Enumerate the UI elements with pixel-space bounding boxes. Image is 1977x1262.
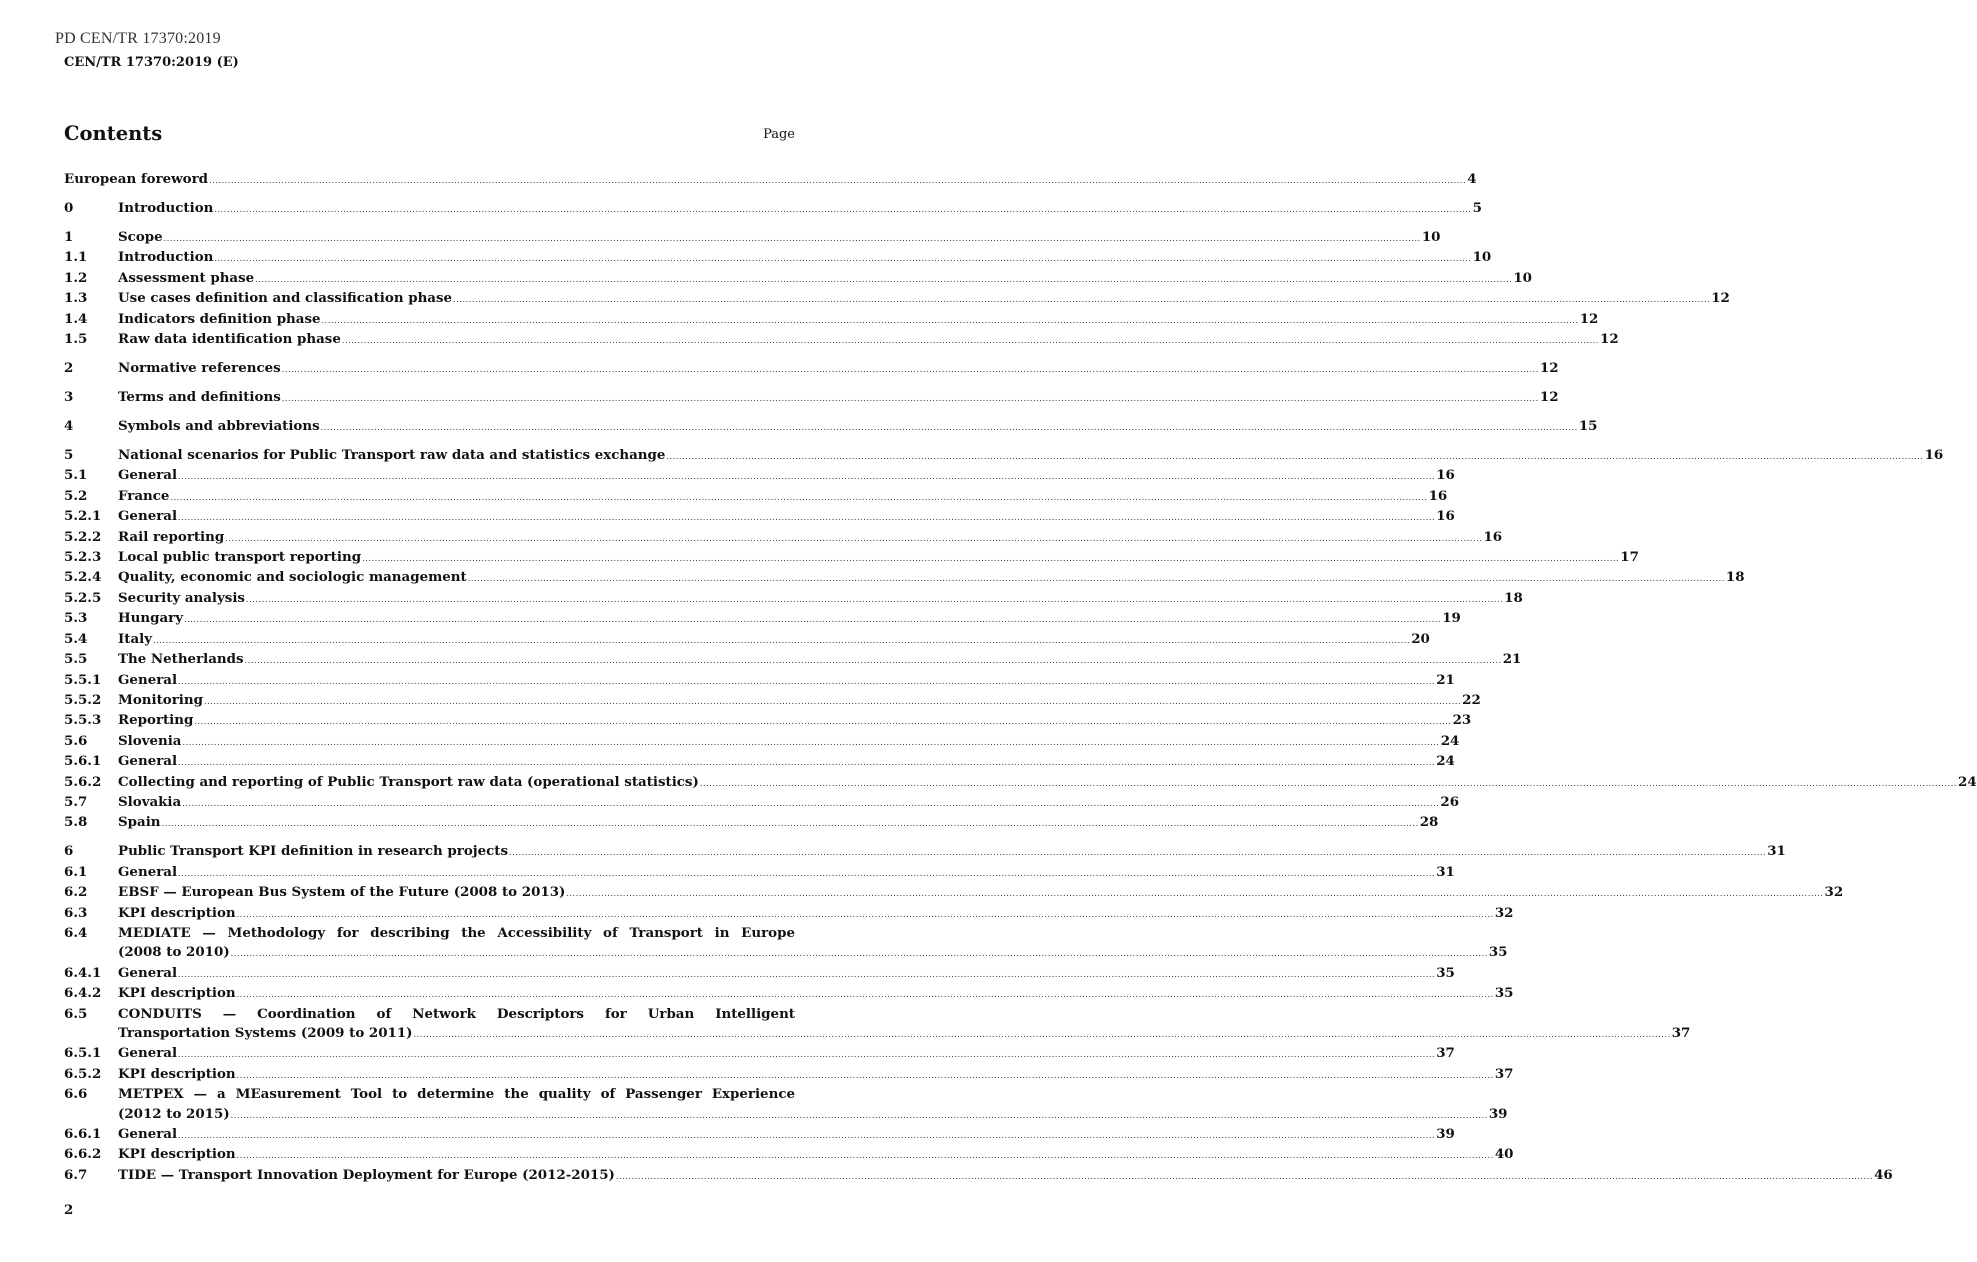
toc-entry[interactable] <box>64 359 1559 379</box>
toc-entry-page: 37 <box>1494 1065 1514 1082</box>
toc-entry-title: Reporting <box>118 712 194 729</box>
toc-entry-page: 16 <box>1436 508 1455 525</box>
toc-entry-page: 16 <box>1924 447 1944 464</box>
dot-leader: ................................................................................................................................................................................................................................................................................................................................................................................................................ <box>178 472 1436 482</box>
toc-entry-title: KPI description <box>118 1146 236 1163</box>
toc-entry-title: Assessment phase <box>118 269 255 286</box>
toc-entry-number: 5.7 <box>64 793 88 810</box>
toc-entry-page: 12 <box>1579 310 1599 327</box>
toc-entry-page: 31 <box>1436 863 1455 880</box>
toc-entry-title: General <box>118 964 178 981</box>
dot-leader: ................................................................................................................................................................................................................................................................................................................................................................................................................ <box>281 365 1539 375</box>
toc-entry-title: (2012 to 2015) <box>118 1105 230 1122</box>
toc-entry-title: National scenarios for Public Transport raw data and statistics exchange <box>118 447 666 464</box>
toc-entry-title: European foreword <box>64 171 209 187</box>
toc-entry[interactable] <box>64 984 1514 1004</box>
toc-entry-title: Transportation Systems (2009 to 2011) <box>118 1025 413 1041</box>
dot-leader: ................................................................................................................................................................................................................................................................................................................................................................................................................ <box>178 969 1436 979</box>
toc-entry[interactable] <box>64 964 1455 984</box>
toc-entry-page: 10 <box>1421 229 1441 245</box>
toc-entry-number: 1.5 <box>64 331 88 348</box>
dot-leader: ................................................................................................................................................................................................................................................................................................................................................................................................................ <box>245 594 1504 604</box>
toc-entry[interactable] <box>64 228 1441 248</box>
toc-entry[interactable] <box>64 924 1508 964</box>
toc-entry-title: Scope <box>118 229 163 245</box>
toc-entry[interactable] <box>64 1005 1691 1045</box>
toc-entry[interactable] <box>64 1125 1455 1145</box>
toc-entry[interactable] <box>64 170 1477 190</box>
toc-entry-title: General <box>118 863 178 880</box>
toc-entry-page: 16 <box>1483 528 1503 545</box>
toc-entry-title: Italy <box>118 630 152 647</box>
toc-entry[interactable] <box>64 528 1503 548</box>
toc-entry-page: 35 <box>1488 944 1508 961</box>
dot-leader: ................................................................................................................................................................................................................................................................................................................................................................................................................ <box>236 1070 1494 1080</box>
toc-entry[interactable] <box>64 1065 1514 1085</box>
dot-leader: ................................................................................................................................................................................................................................................................................................................................................................................................................ <box>236 990 1494 1000</box>
toc-entry-title: Rail reporting <box>118 528 225 545</box>
dot-leader: ................................................................................................................................................................................................................................................................................................................................................................................................................ <box>182 737 1440 747</box>
toc-entry-page: 31 <box>1767 843 1786 860</box>
toc-entry-number: 5.5.3 <box>64 712 102 729</box>
toc-entry-title: The Netherlands <box>118 651 244 668</box>
dot-leader: ................................................................................................................................................................................................................................................................................................................................................................................................................ <box>453 295 1711 305</box>
toc-entry[interactable] <box>64 199 1482 219</box>
toc-entry[interactable] <box>64 487 1448 507</box>
dot-leader: ................................................................................................................................................................................................................................................................................................................................................................................................................ <box>178 676 1436 686</box>
dot-leader: ................................................................................................................................................................................................................................................................................................................................................................................................................ <box>178 513 1436 523</box>
dot-leader: ................................................................................................................................................................................................................................................................................................................................................................................................................ <box>321 315 1579 325</box>
toc-entry-title: Introduction <box>118 249 214 266</box>
toc-entry-title: MEDIATE — Methodology for describing the Accessibility of Transport in Europe <box>118 924 795 941</box>
toc-entry-page: 19 <box>1442 610 1461 627</box>
toc-entry[interactable] <box>64 842 1786 862</box>
toc-entry-number: 1.3 <box>64 290 88 307</box>
toc-entry-number: 5.6 <box>64 732 88 749</box>
dot-leader: ................................................................................................................................................................................................................................................................................................................................................................................................................ <box>566 889 1824 899</box>
toc-entry-number: 5.2.3 <box>64 549 102 566</box>
toc-entry[interactable] <box>64 630 1430 650</box>
toc-entry-page: 28 <box>1419 814 1439 831</box>
dot-leader: ................................................................................................................................................................................................................................................................................................................................................................................................................ <box>209 176 1467 185</box>
toc-entry[interactable] <box>64 711 1472 731</box>
toc-entry[interactable] <box>64 330 1619 350</box>
toc-entry[interactable] <box>64 671 1455 691</box>
toc-entry-number: 6.5.2 <box>64 1065 102 1082</box>
toc-entry-title: TIDE — Transport Innovation Deployment for Europe (2012-2015) <box>118 1166 615 1183</box>
toc-entry-title: Slovakia <box>118 793 182 810</box>
dot-leader: ................................................................................................................................................................................................................................................................................................................................................................................................................ <box>178 1050 1436 1060</box>
toc-entry-title: CONDUITS — Coordination of Network Descriptors for Urban Intelligent <box>118 1005 795 1022</box>
dot-leader: ................................................................................................................................................................................................................................................................................................................................................................................................................ <box>362 554 1620 564</box>
toc-entry[interactable] <box>64 773 1977 793</box>
toc-entry-number: 0 <box>64 200 74 216</box>
dot-leader: ................................................................................................................................................................................................................................................................................................................................................................................................................ <box>203 696 1462 706</box>
toc-entry-number: 1 <box>64 229 74 245</box>
toc-entry-page: 15 <box>1578 418 1598 435</box>
dot-leader: ................................................................................................................................................................................................................................................................................................................................................................................................................ <box>320 423 1578 433</box>
dot-leader: ................................................................................................................................................................................................................................................................................................................................................................................................................ <box>244 656 1502 666</box>
toc-entry[interactable] <box>64 863 1455 883</box>
toc-entry-page: 10 <box>1513 269 1532 286</box>
toc-entry-title: KPI description <box>118 1065 236 1082</box>
toc-entry-title: General <box>118 753 178 770</box>
dot-leader: ................................................................................................................................................................................................................................................................................................................................................................................................................ <box>178 1131 1436 1141</box>
toc-entry-number: 1.2 <box>64 269 88 286</box>
toc-entry-title: General <box>118 671 178 688</box>
toc-entry-title: Hungary <box>118 610 183 627</box>
dot-leader: ................................................................................................................................................................................................................................................................................................................................................................................................................ <box>170 492 1428 502</box>
toc-entry-number: 5.2.1 <box>64 508 102 525</box>
toc-entry-page: 10 <box>1472 249 1492 266</box>
toc-entry-page: 24 <box>1958 773 1977 790</box>
toc-entry-page: 32 <box>1494 904 1514 921</box>
toc-entry[interactable] <box>64 1166 1893 1186</box>
toc-entry[interactable] <box>64 904 1514 924</box>
toc-entry-number: 5.2.5 <box>64 589 102 606</box>
toc-entry-title: Monitoring <box>118 691 203 708</box>
toc-entry-page: 24 <box>1436 753 1455 770</box>
toc-entry-title: General <box>118 467 178 484</box>
toc-entry-page: 35 <box>1436 964 1455 981</box>
document-reference-header: CEN/TR 17370:2019 (E) <box>64 55 239 70</box>
dot-leader: ................................................................................................................................................................................................................................................................................................................................................................................................................ <box>184 615 1442 625</box>
toc-entry-page: 23 <box>1452 712 1472 729</box>
toc-entry-title: Symbols and abbreviations <box>118 418 320 435</box>
dot-leader: ................................................................................................................................................................................................................................................................................................................................................................................................................ <box>182 798 1440 808</box>
toc-entry[interactable] <box>64 507 1455 527</box>
toc-entry[interactable] <box>64 269 1532 289</box>
toc-entry-number: 6.4.1 <box>64 964 102 981</box>
toc-entry-title: Slovenia <box>118 732 182 749</box>
toc-entry-number: 6.5 <box>64 1005 88 1022</box>
toc-entry-page: 5 <box>1472 200 1482 216</box>
dot-leader: ................................................................................................................................................................................................................................................................................................................................................................................................................ <box>194 717 1452 727</box>
toc-entry-page: 40 <box>1494 1146 1514 1163</box>
toc-entry-number: 6.1 <box>64 863 88 880</box>
toc-entry-page: 17 <box>1620 549 1639 566</box>
toc-entry-title: General <box>118 1045 178 1062</box>
toc-entry-title: Local public transport reporting <box>118 549 362 566</box>
toc-entry-number: 6.5.1 <box>64 1045 102 1062</box>
toc-entry-page: 4 <box>1467 171 1477 187</box>
toc-entry-page: 12 <box>1539 360 1559 377</box>
dot-leader: ................................................................................................................................................................................................................................................................................................................................................................................................................ <box>161 819 1419 829</box>
toc-entry-number: 5.5.1 <box>64 671 102 688</box>
toc-entry[interactable] <box>64 883 1844 903</box>
toc-entry[interactable] <box>64 466 1455 486</box>
toc-entry-number: 5.2.4 <box>64 569 102 586</box>
dot-leader: ................................................................................................................................................................................................................................................................................................................................................................................................................ <box>236 1151 1494 1161</box>
toc-entry-number: 6.4.2 <box>64 985 102 1002</box>
toc-entry[interactable] <box>64 289 1730 309</box>
toc-entry-page: 21 <box>1502 651 1522 668</box>
toc-entry[interactable] <box>64 609 1461 629</box>
toc-entry-page: 37 <box>1671 1025 1691 1041</box>
dot-leader: ................................................................................................................................................................................................................................................................................................................................................................................................................ <box>467 574 1725 584</box>
toc-entry-page: 20 <box>1411 630 1430 647</box>
toc-entry-title: Security analysis <box>118 589 245 606</box>
toc-entry-page: 39 <box>1488 1105 1508 1122</box>
toc-entry[interactable] <box>64 732 1460 752</box>
toc-entry-page: 39 <box>1436 1126 1455 1143</box>
toc-entry-title: (2008 to 2010) <box>118 944 230 961</box>
toc-entry-title: Terms and definitions <box>118 389 281 406</box>
toc-entry-title: METPEX — a MEasurement Tool to determine the quality of Passenger Experience <box>118 1086 795 1103</box>
toc-entry[interactable] <box>64 310 1599 330</box>
toc-entry-title: KPI description <box>118 985 236 1002</box>
toc-entry-number: 5.6.1 <box>64 753 102 770</box>
toc-entry-number: 1.4 <box>64 310 88 327</box>
toc-entry-number: 6 <box>64 843 74 860</box>
dot-leader: ................................................................................................................................................................................................................................................................................................................................................................................................................ <box>225 533 1483 543</box>
toc-entry-number: 6.3 <box>64 904 88 921</box>
toc-entry-title: EBSF — European Bus System of the Future (2008 to 2013) <box>118 884 566 901</box>
toc-entry-title: General <box>118 508 178 525</box>
dot-leader: ................................................................................................................................................................................................................................................................................................................................................................................................................ <box>214 205 1472 214</box>
toc-entry-number: 6.6.2 <box>64 1146 102 1163</box>
toc-entry-title: France <box>118 487 170 504</box>
toc-entry[interactable] <box>64 568 1745 588</box>
toc-entry-title: Public Transport KPI definition in research projects <box>118 843 509 860</box>
toc-entry-number: 6.2 <box>64 884 88 901</box>
dot-leader: ................................................................................................................................................................................................................................................................................................................................................................................................................ <box>230 949 1488 959</box>
dot-leader: ................................................................................................................................................................................................................................................................................................................................................................................................................ <box>413 1030 1671 1039</box>
toc-entry-number: 5.8 <box>64 814 88 831</box>
toc-entry-page: 35 <box>1494 985 1514 1002</box>
toc-entry-number: 6.4 <box>64 924 88 941</box>
toc-entry-page: 18 <box>1504 589 1523 606</box>
toc-entry-page: 12 <box>1539 389 1559 406</box>
toc-entry-title: Quality, economic and sociologic management <box>118 569 467 586</box>
toc-entry[interactable] <box>64 813 1439 833</box>
toc-entry-page: 21 <box>1436 671 1455 688</box>
table-of-contents <box>64 170 1977 1186</box>
dot-leader: ................................................................................................................................................................................................................................................................................................................................................................................................................ <box>236 909 1494 919</box>
toc-entry-title: KPI description <box>118 904 236 921</box>
toc-entry[interactable] <box>64 1085 1508 1125</box>
toc-entry[interactable] <box>64 691 1481 711</box>
dot-leader: ................................................................................................................................................................................................................................................................................................................................................................................................................ <box>255 274 1513 284</box>
toc-entry-title: Spain <box>118 814 161 831</box>
document-id-header: PD CEN/TR 17370:2019 <box>55 30 221 47</box>
toc-entry-number: 6.6.1 <box>64 1126 102 1143</box>
toc-entry-number: 5.1 <box>64 467 88 484</box>
toc-entry[interactable] <box>64 388 1559 408</box>
dot-leader: ................................................................................................................................................................................................................................................................................................................................................................................................................ <box>230 1110 1488 1120</box>
toc-entry[interactable] <box>64 752 1455 772</box>
dot-leader: ................................................................................................................................................................................................................................................................................................................................................................................................................ <box>153 635 1411 645</box>
toc-entry[interactable] <box>64 446 1944 466</box>
toc-entry[interactable] <box>64 248 1492 268</box>
toc-entry-page: 16 <box>1436 467 1455 484</box>
dot-leader: ................................................................................................................................................................................................................................................................................................................................................................................................................ <box>178 758 1436 768</box>
toc-entry-title: General <box>118 1126 178 1143</box>
toc-entry[interactable] <box>64 417 1598 437</box>
toc-entry-number: 5.2.2 <box>64 528 102 545</box>
dot-leader: ................................................................................................................................................................................................................................................................................................................................................................................................................ <box>214 254 1472 264</box>
toc-entry-number: 6.6 <box>64 1086 88 1103</box>
toc-entry-number: 5.2 <box>64 487 88 504</box>
dot-leader: ................................................................................................................................................................................................................................................................................................................................................................................................................ <box>163 234 1421 243</box>
toc-entry-number: 5.6.2 <box>64 773 102 790</box>
toc-entry[interactable] <box>64 1044 1455 1064</box>
toc-entry-page: 46 <box>1874 1166 1893 1183</box>
toc-entry-page: 26 <box>1440 793 1460 810</box>
toc-entry-number: 5.4 <box>64 630 88 647</box>
toc-entry-title: Raw data identification phase <box>118 331 341 348</box>
dot-leader: ................................................................................................................................................................................................................................................................................................................................................................................................................ <box>615 1171 1874 1181</box>
dot-leader: ................................................................................................................................................................................................................................................................................................................................................................................................................ <box>509 848 1767 858</box>
toc-entry-page: 12 <box>1600 331 1619 348</box>
toc-entry-number: 5 <box>64 447 74 464</box>
page-number: 2 <box>64 1202 74 1218</box>
toc-entry-number: 5.5.2 <box>64 691 102 708</box>
toc-entry-page: 32 <box>1824 884 1844 901</box>
toc-entry-number: 5.5 <box>64 651 88 668</box>
toc-entry-title: Indicators definition phase <box>118 310 321 327</box>
toc-entry-page: 24 <box>1440 732 1460 749</box>
toc-entry-number: 1.1 <box>64 249 88 266</box>
dot-leader: ................................................................................................................................................................................................................................................................................................................................................................................................................ <box>341 336 1600 346</box>
contents-heading: Contents <box>64 122 163 145</box>
toc-entry[interactable] <box>64 650 1522 670</box>
dot-leader: ................................................................................................................................................................................................................................................................................................................................................................................................................ <box>699 778 1957 788</box>
toc-entry-title: Introduction <box>118 200 214 216</box>
toc-entry[interactable] <box>64 1145 1514 1165</box>
toc-entry-number: 2 <box>64 360 74 377</box>
toc-entry[interactable] <box>64 793 1460 813</box>
toc-entry-page: 12 <box>1711 290 1730 307</box>
toc-entry[interactable] <box>64 589 1523 609</box>
dot-leader: ................................................................................................................................................................................................................................................................................................................................................................................................................ <box>666 452 1924 462</box>
toc-entry-title: Collecting and reporting of Public Transport raw data (operational statistics) <box>118 773 699 790</box>
toc-entry-number: 5.3 <box>64 610 88 627</box>
toc-entry-page: 22 <box>1462 691 1481 708</box>
toc-entry-page: 18 <box>1725 569 1745 586</box>
toc-entry[interactable] <box>64 548 1639 568</box>
toc-entry-number: 3 <box>64 389 74 406</box>
toc-entry-page: 16 <box>1428 487 1448 504</box>
dot-leader: ................................................................................................................................................................................................................................................................................................................................................................................................................ <box>281 394 1539 404</box>
toc-entry-page: 37 <box>1436 1045 1455 1062</box>
toc-entry-number: 6.7 <box>64 1166 88 1183</box>
page-column-label: Page <box>763 127 795 142</box>
toc-entry-title: Use cases definition and classification phase <box>118 290 453 307</box>
toc-entry-number: 4 <box>64 418 74 435</box>
dot-leader: ................................................................................................................................................................................................................................................................................................................................................................................................................ <box>178 868 1436 878</box>
toc-entry-title: Normative references <box>118 360 281 377</box>
